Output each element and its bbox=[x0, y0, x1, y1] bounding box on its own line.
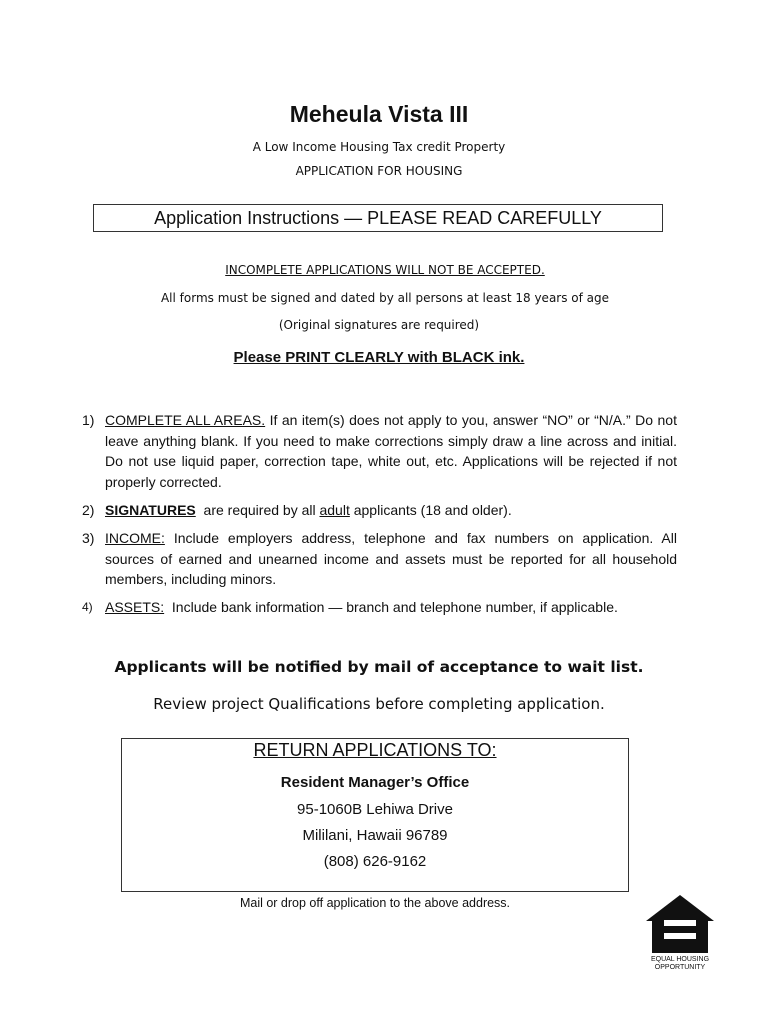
item-number: 4) bbox=[82, 600, 93, 614]
item-text: are required by all bbox=[195, 502, 320, 518]
page-title: Meheula Vista III bbox=[289, 101, 469, 127]
item-text: Include bank information — branch and telephone number, if applicable. bbox=[164, 599, 618, 615]
item-text: Include employers address, telephone and fax numbers on application. All sources of earned and unearned income and assets must be reported for all household members, including minors. bbox=[105, 530, 677, 587]
item-lead: COMPLETE ALL AREAS. bbox=[105, 412, 266, 428]
signature-notice: All forms must be signed and dated by all persons at least 18 years of age bbox=[160, 291, 610, 305]
office-name: Resident Manager’s Office bbox=[280, 774, 470, 791]
item-number: 1) bbox=[82, 412, 95, 428]
incomplete-notice: INCOMPLETE APPLICATIONS WILL NOT BE ACCEPTED. bbox=[225, 263, 545, 277]
instructions-banner-label: Application Instructions — PLEASE READ CAREFULLY bbox=[154, 208, 602, 228]
mail-note: Mail or drop off application to the above address. bbox=[239, 896, 511, 910]
equal-housing-caption-line: OPPORTUNITY bbox=[654, 963, 706, 971]
subtitle: A Low Income Housing Tax credit Property bbox=[252, 140, 506, 154]
item-emphasis: adult bbox=[319, 502, 350, 518]
item-lead: SIGNATURES bbox=[105, 502, 196, 518]
instruction-item-income bbox=[82, 528, 677, 590]
item-number: 3) bbox=[82, 530, 95, 546]
instructions-banner bbox=[93, 204, 663, 232]
city-state-zip: Mililani, Hawaii 96789 bbox=[302, 827, 448, 844]
item-lead: INCOME: bbox=[105, 530, 165, 546]
return-heading: RETURN APPLICATIONS TO: bbox=[253, 740, 497, 760]
notification-statement: Applicants will be notified by mail of acceptance to wait list. bbox=[114, 658, 644, 676]
instruction-item-complete bbox=[82, 410, 677, 492]
original-signature-notice: (Original signatures are required) bbox=[278, 318, 480, 332]
item-text: If an item(s) does not apply to you, answer “NO” or “N/A.” Do not leave anything blank. If you need to make corrections simply draw a line across and initial. Do not use liquid paper, correction tape, white out, etc. Applications will be rejected if not properly corrected. bbox=[105, 412, 677, 490]
equal-housing-caption-line: EQUAL HOUSING bbox=[650, 956, 710, 963]
street-address: 95-1060B Lehiwa Drive bbox=[297, 801, 453, 818]
equal-housing-caption bbox=[640, 956, 720, 971]
review-statement: Review project Qualifications before completing application. bbox=[153, 695, 605, 713]
phone-number: (808) 626-9162 bbox=[323, 853, 427, 870]
item-number: 2) bbox=[82, 502, 95, 518]
form-name: APPLICATION FOR HOUSING bbox=[295, 164, 463, 178]
item-text: applicants (18 and older). bbox=[349, 502, 512, 518]
equal-housing-opportunity-icon bbox=[644, 893, 716, 955]
instruction-item-assets bbox=[82, 597, 677, 618]
instruction-item-signatures bbox=[82, 500, 677, 521]
item-lead: ASSETS: bbox=[105, 599, 165, 615]
print-notice: Please PRINT CLEARLY with BLACK ink. bbox=[233, 349, 525, 366]
